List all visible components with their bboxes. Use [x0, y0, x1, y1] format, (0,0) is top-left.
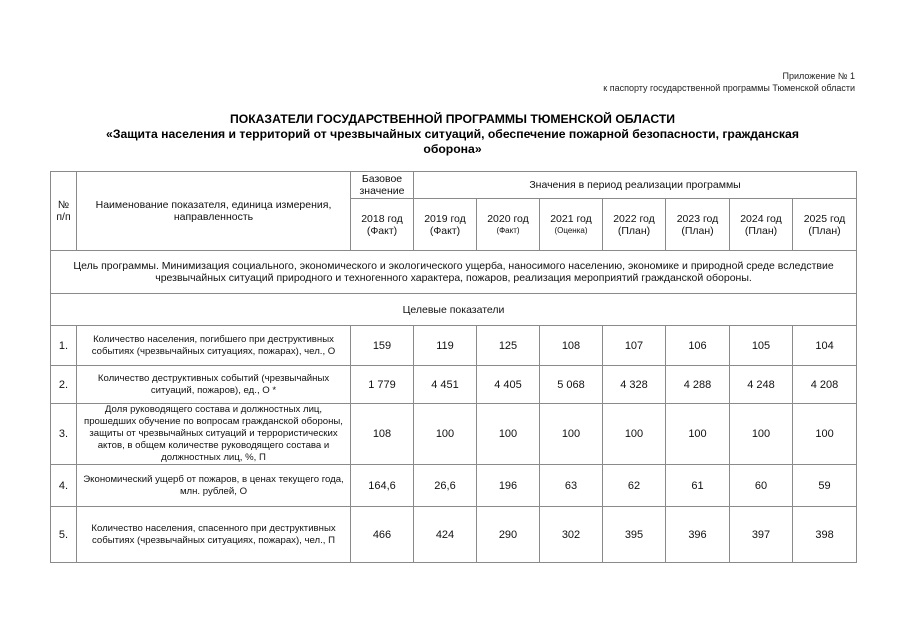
year-header-5	[666, 199, 730, 251]
header-num: № п/п	[51, 172, 77, 251]
indicator-value: 100	[730, 404, 793, 465]
indicator-value: 125	[477, 326, 540, 366]
indicator-value: 395	[603, 507, 666, 563]
indicator-value: 59	[793, 465, 857, 507]
indicator-value: 61	[666, 465, 730, 507]
year-header-6	[730, 199, 793, 251]
year-header-2	[477, 199, 540, 251]
indicator-value: 105	[730, 326, 793, 366]
indicator-value: 302	[540, 507, 603, 563]
indicator-value: 100	[540, 404, 603, 465]
indicator-value: 196	[477, 465, 540, 507]
year-status: (Факт)	[429, 224, 461, 237]
indicator-row	[51, 366, 857, 404]
indicator-value: 290	[477, 507, 540, 563]
year-label: 2025 год	[803, 212, 846, 225]
indicator-value: 26,6	[414, 465, 477, 507]
indicator-value: 164,6	[351, 465, 414, 507]
indicator-value: 397	[730, 507, 793, 563]
year-header-4	[603, 199, 666, 251]
indicator-value: 396	[666, 507, 730, 563]
indicator-value: 4 208	[793, 366, 857, 404]
indicator-value: 100	[414, 404, 477, 465]
section-title: Целевые показатели	[51, 294, 857, 326]
indicator-value: 4 248	[730, 366, 793, 404]
indicator-value: 4 288	[666, 366, 730, 404]
indicator-value: 100	[477, 404, 540, 465]
program-goal: Цель программы. Минимизация социального, экономического и экологического ущерба, наносимого населению, экономике и природной среде вследствие чрезвычайных ситуаций природного и техногенного характера, пожаров, реализация мероприятий гражданской обороны.	[51, 251, 857, 294]
indicator-value: 4 451	[414, 366, 477, 404]
indicator-value: 119	[414, 326, 477, 366]
indicator-row	[51, 465, 857, 507]
year-status: (Факт)	[496, 225, 520, 235]
section-row	[51, 294, 857, 326]
indicator-value: 100	[603, 404, 666, 465]
indicator-name: Количество деструктивных событий (чрезвычайных ситуаций, пожаров), ед., О *	[77, 366, 351, 404]
indicator-value: 108	[351, 404, 414, 465]
indicator-value: 106	[666, 326, 730, 366]
indicator-value: 398	[793, 507, 857, 563]
year-label: 2020 год	[487, 212, 529, 225]
row-number: 4.	[51, 465, 77, 507]
year-status: (Оценка)	[554, 225, 588, 235]
row-number: 3.	[51, 404, 77, 465]
indicator-value: 60	[730, 465, 793, 507]
year-header-1	[414, 199, 477, 251]
indicator-value: 62	[603, 465, 666, 507]
header-period: Значения в период реализации программы	[414, 172, 857, 199]
indicator-rows	[51, 326, 857, 563]
header-base: Базовое значение	[351, 172, 414, 199]
indicator-value: 4 405	[477, 366, 540, 404]
year-status: (План)	[744, 224, 778, 237]
indicator-row	[51, 326, 857, 366]
title-line-2: «Защита населения и территорий от чрезвычайных ситуаций, обеспечение пожарной безопасности, гражданская	[106, 127, 799, 141]
document-title	[60, 112, 845, 157]
indicator-value: 159	[351, 326, 414, 366]
indicator-value: 108	[540, 326, 603, 366]
row-number: 1.	[51, 326, 77, 366]
indicator-value: 63	[540, 465, 603, 507]
indicator-value: 104	[793, 326, 857, 366]
indicator-value: 1 779	[351, 366, 414, 404]
year-status: (План)	[617, 224, 651, 237]
appendix-line-1: Приложение № 1	[782, 71, 855, 81]
indicators-table	[50, 171, 857, 563]
indicator-name: Доля руководящего состава и должностных лиц, прошедших обучение по вопросам гражданской обороны, защиты от чрезвычайных ситуаций и террористических актов, в общем количестве руководящего состава и должностных лиц, %, П	[77, 404, 351, 465]
indicator-row	[51, 404, 857, 465]
year-label: 2022 год	[613, 212, 655, 225]
indicator-value: 100	[793, 404, 857, 465]
year-status: (План)	[808, 224, 841, 237]
row-number: 2.	[51, 366, 77, 404]
title-line-3: оборона»	[423, 142, 482, 156]
row-number: 5.	[51, 507, 77, 563]
goal-row	[51, 251, 857, 294]
appendix-line-2: к паспорту государственной программы Тюменской области	[603, 83, 855, 93]
indicator-row	[51, 507, 857, 563]
year-header-7	[793, 199, 857, 251]
appendix-note	[603, 70, 855, 94]
indicator-value: 466	[351, 507, 414, 563]
indicator-value: 5 068	[540, 366, 603, 404]
title-line-1: ПОКАЗАТЕЛИ ГОСУДАРСТВЕННОЙ ПРОГРАММЫ ТЮМЕНСКОЙ ОБЛАСТИ	[229, 112, 676, 126]
indicator-value: 4 328	[603, 366, 666, 404]
indicator-value: 424	[414, 507, 477, 563]
header-row-1	[51, 172, 857, 199]
year-label: 2019 год	[424, 212, 466, 225]
indicator-name: Количество населения, спасенного при деструктивных событиях (чрезвычайных ситуациях, пожарах), чел., П	[77, 507, 351, 563]
indicator-value: 100	[666, 404, 730, 465]
year-status: (План)	[681, 224, 714, 237]
year-header-3	[540, 199, 603, 251]
year-header-0	[351, 199, 414, 251]
year-label: 2023 год	[676, 212, 719, 225]
year-label: 2018 год	[361, 212, 403, 225]
indicator-value: 107	[603, 326, 666, 366]
indicator-name: Количество населения, погибшего при деструктивных событиях (чрезвычайных ситуациях, пожарах), чел., О	[77, 326, 351, 366]
year-label: 2021 год	[550, 212, 592, 225]
indicator-name: Экономический ущерб от пожаров, в ценах текущего года, млн. рублей, О	[77, 465, 351, 507]
year-status: (Факт)	[366, 224, 398, 237]
header-name: Наименование показателя, единица измерения, направленность	[77, 172, 351, 251]
year-label: 2024 год	[740, 212, 782, 225]
